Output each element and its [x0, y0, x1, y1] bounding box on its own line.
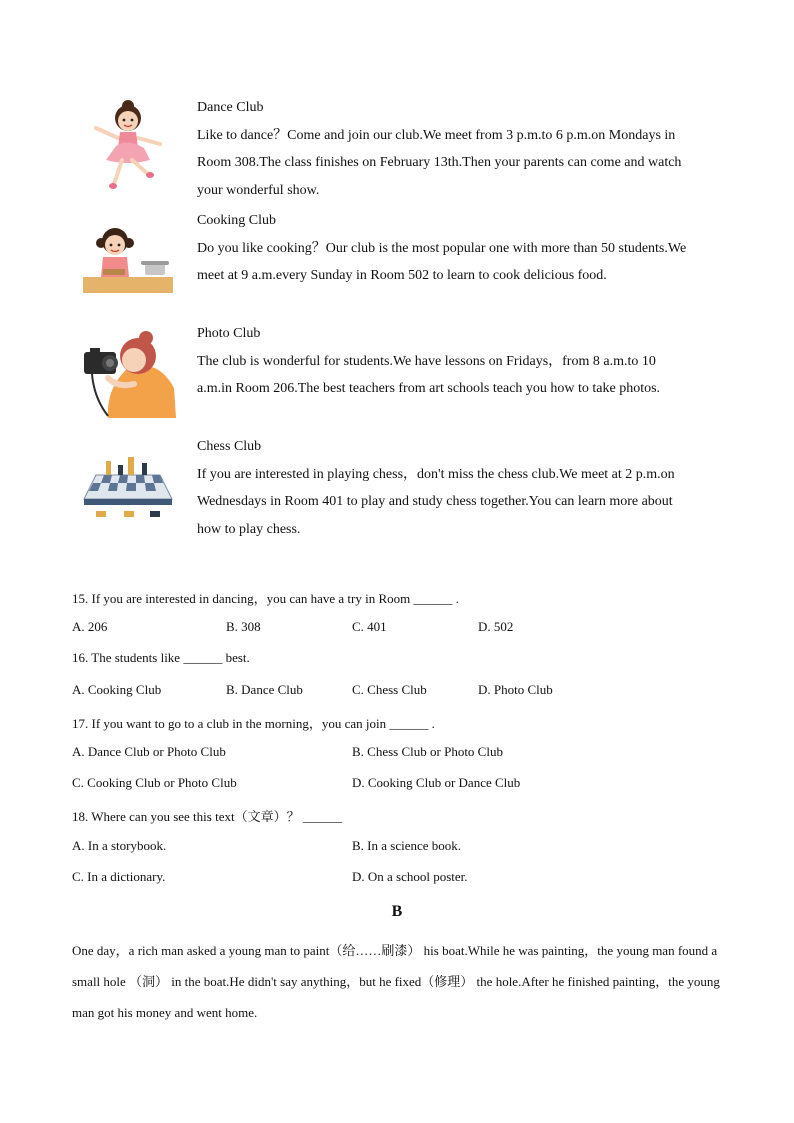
option-a: A. 206 — [72, 619, 108, 634]
dancer-girl-icon — [76, 98, 180, 198]
club-title: Dance Club — [197, 100, 264, 115]
option-a: A. In a storybook. — [72, 838, 167, 853]
option-c: C. In a dictionary. — [72, 869, 166, 884]
question-stem: 18. Where can you see this text（文章）？ ______ — [72, 809, 342, 824]
club-text — [197, 320, 692, 403]
option-d: D. 502 — [478, 619, 514, 634]
option-b: B. 308 — [226, 619, 261, 634]
option-c: C. Chess Club — [352, 682, 427, 697]
club-description: Do you like cooking？Our club is the most popular one with more than 50 students.We meet at 9 a.m.every Sunday in Room 502 to learn to cook delicious food. — [197, 240, 687, 283]
club-text — [197, 207, 692, 290]
option-c: C. Cooking Club or Photo Club — [72, 775, 237, 790]
option-a: A. Dance Club or Photo Club — [72, 744, 226, 759]
club-title: Photo Club — [197, 326, 261, 341]
photographer-icon — [76, 328, 180, 420]
option-a: A. Cooking Club — [72, 682, 162, 697]
section-heading: B — [391, 903, 403, 920]
option-d: D. On a school poster. — [352, 869, 468, 884]
club-title: Chess Club — [197, 439, 262, 454]
question-stem: 17. If you want to go to a club in the morning，you can join ______ . — [72, 716, 435, 731]
option-d: D. Cooking Club or Dance Club — [352, 775, 521, 790]
question-stem: 16. The students like ______ best. — [72, 650, 250, 665]
chessboard-icon — [76, 455, 180, 521]
club-text — [197, 94, 692, 204]
cooking-girl-icon — [76, 225, 180, 295]
reading-passage: One day，a rich man asked a young man to paint（给……刷漆） his boat.While he was painting，the young man found a small hole （洞） in the boat.He didn't say anything，but he fixed（修理） the hole.After he finished painting，the young man got his money and went home. — [72, 943, 720, 1020]
option-b: B. In a science book. — [352, 838, 462, 853]
option-b: B. Dance Club — [226, 682, 303, 697]
option-c: C. 401 — [352, 619, 387, 634]
club-description: Like to dance？Come and join our club.We meet from 3 p.m.to 6 p.m.on Mondays in Room 308.The class finishes on February 13th.Then your parents can come and watch your wonderful show. — [197, 127, 682, 198]
club-title: Cooking Club — [197, 213, 276, 228]
club-description: The club is wonderful for students.We have lessons on Fridays，from 8 a.m.to 10 a.m.in Room 206.The best teachers from art schools teach you how to take photos. — [197, 353, 661, 396]
question-stem: 15. If you are interested in dancing，you can have a try in Room ______ . — [72, 591, 460, 606]
option-b: B. Chess Club or Photo Club — [352, 744, 503, 759]
club-text — [197, 433, 692, 543]
option-d: D. Photo Club — [478, 682, 553, 697]
club-description: If you are interested in playing chess，don't miss the chess club.We meet at 2 p.m.on Wednesdays in Room 401 to play and study chess together.You can learn more about how to play chess. — [197, 466, 675, 537]
